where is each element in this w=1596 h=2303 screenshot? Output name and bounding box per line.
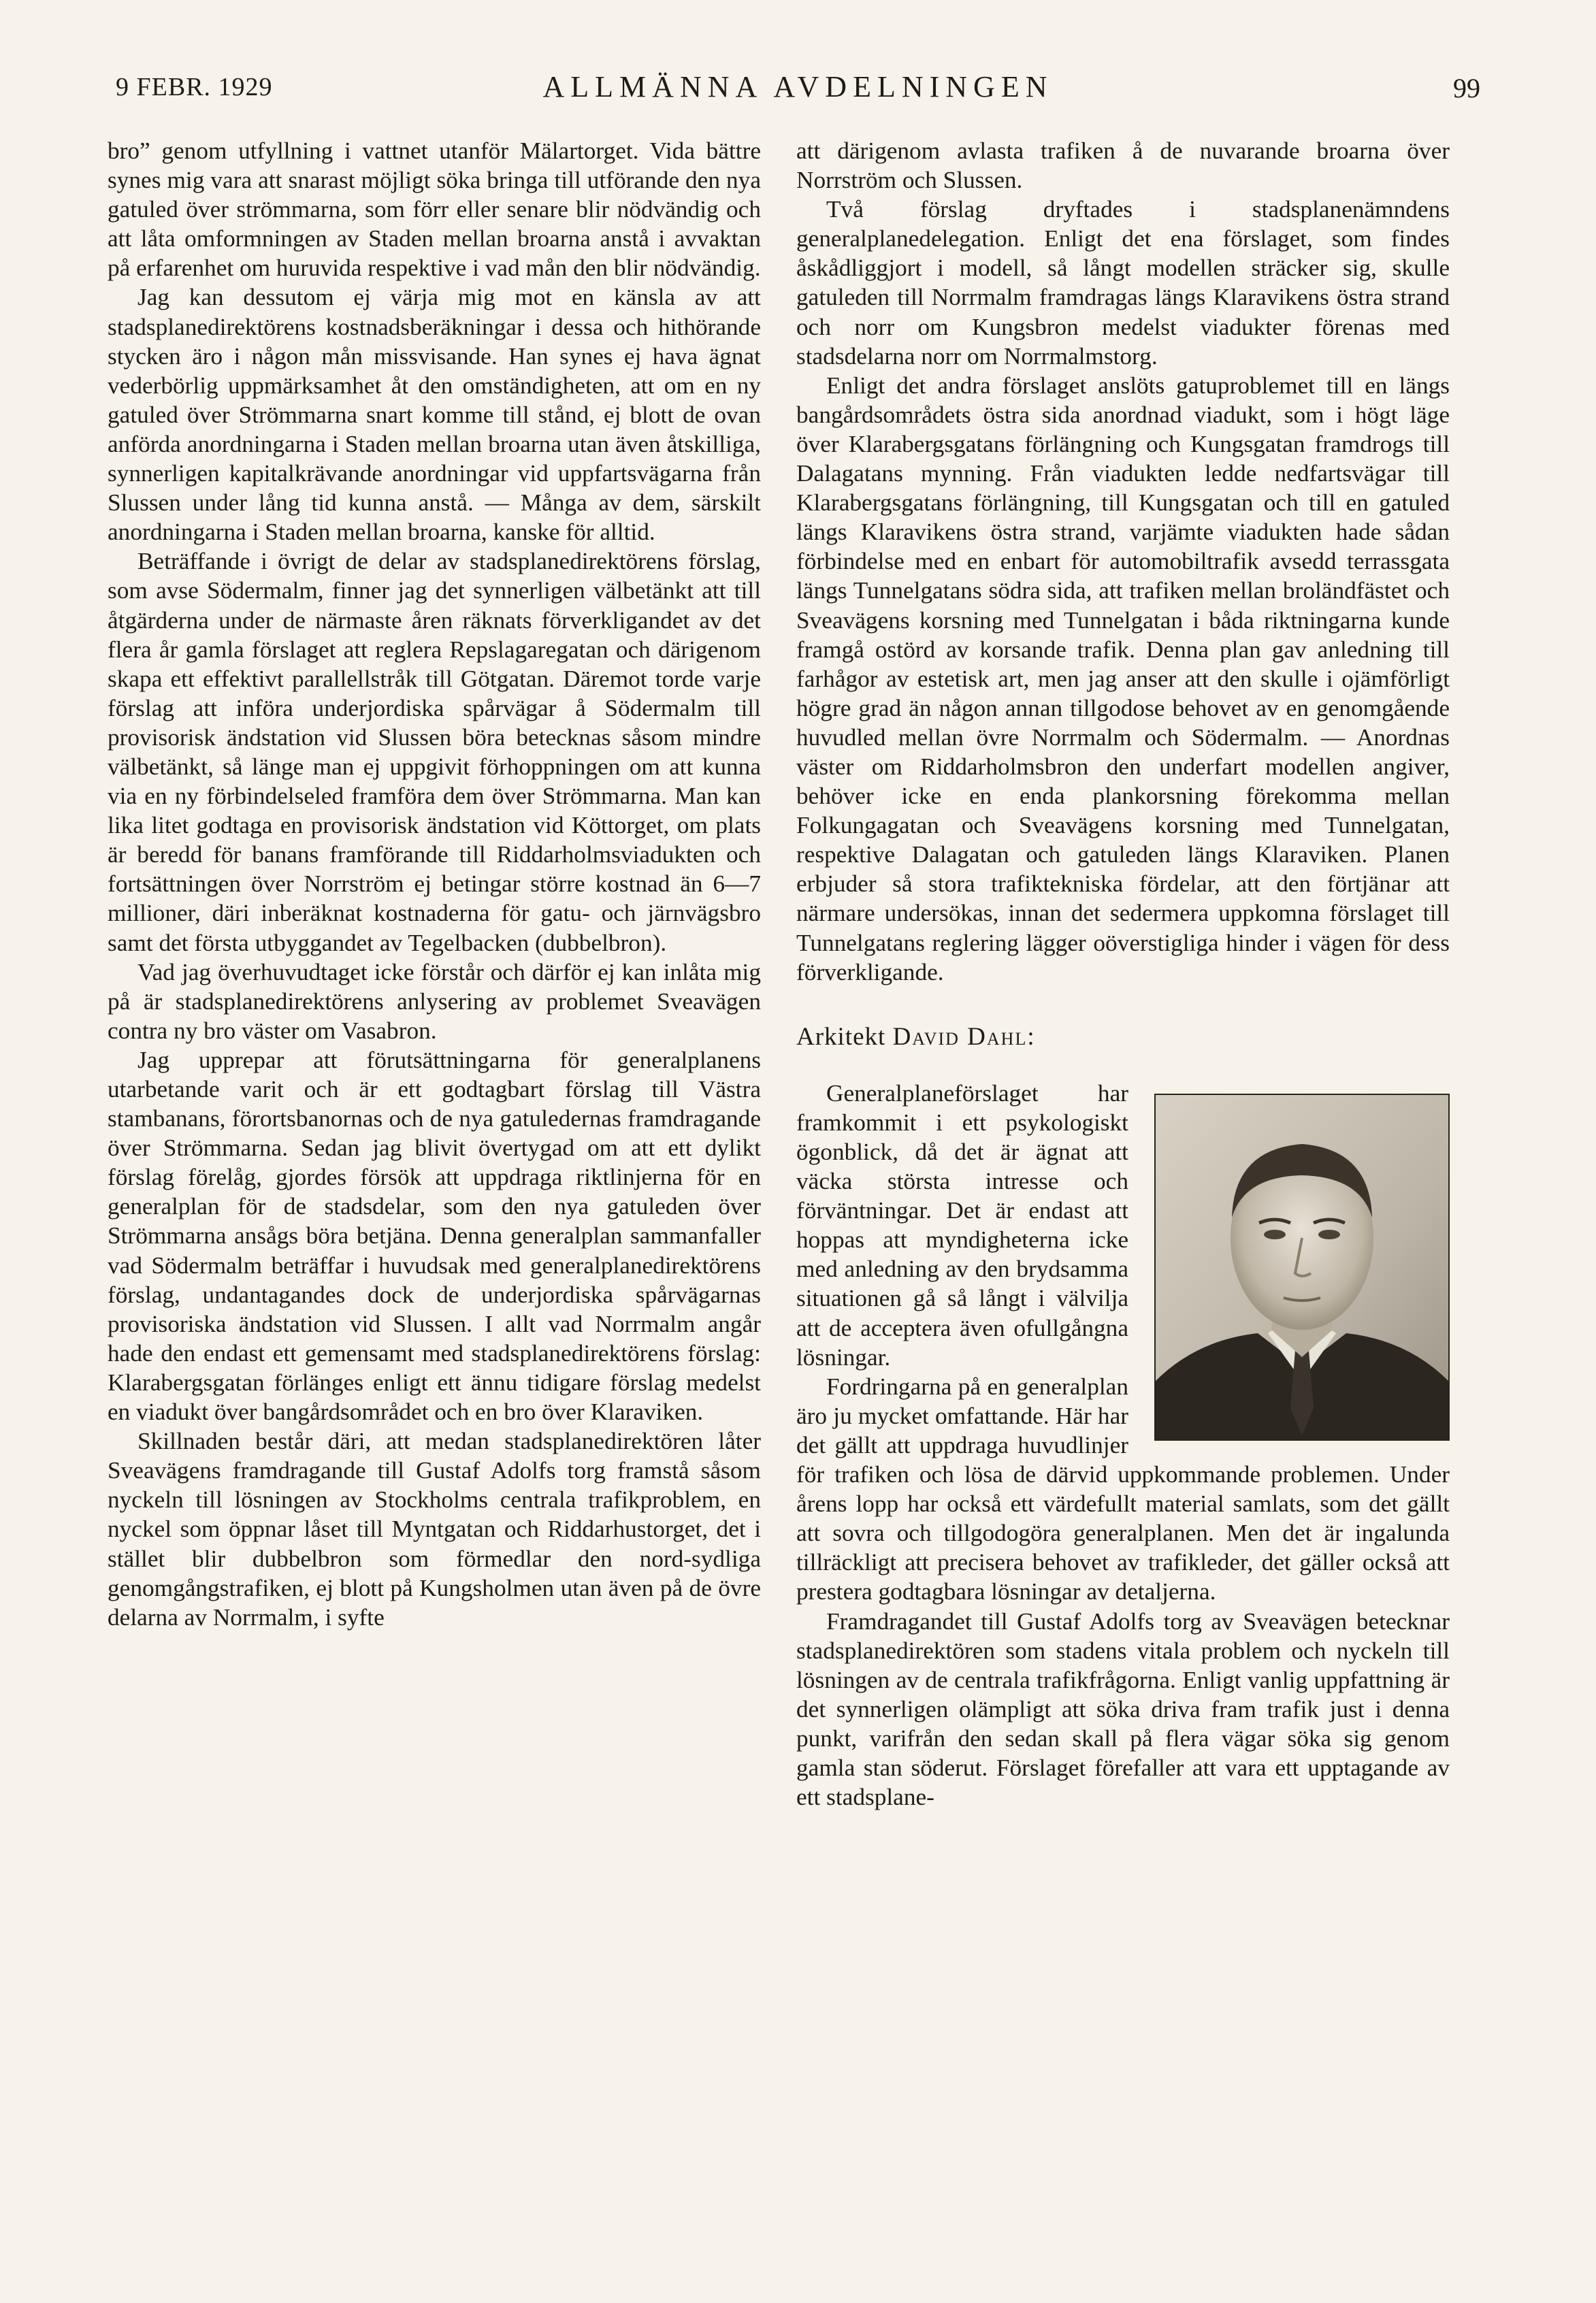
paragraph: Skillnaden består däri, att medan stadsplanedirektören låter Sveavägens framdragande till Gustaf Adolfs torg framstå såsom nyckeln till lösningen av Stockholms centrala trafikproblem, en nyckel som öppnar låset till Myntgatan och Riddarhustorget, det i stället blir dubbelbron som förmedlar den nord-sydliga genomgångstrafiken, ej blott på Kungsholmen utan även på de övre delarna av Norrmalm, i syfte [108,1428,761,1631]
issue-date: 9 FEBR. 1929 [116,73,273,101]
paragraph: Beträffande i övrigt de delar av stadsplanedirektörens förslag, som avse Södermalm, finner jag det synnerligen välbetänkt att till åtgärderna under de närmaste åren räknats förverkligandet av det flera år gamla förslaget att reglera Repslagaregatan och därigenom skapa ett effektivt parallellstråk till Götgatan. Däremot torde varje förslag att införa underjordiska spårvägar å Södermalm till provisorisk ändstation vid Slussen böra betecknas såsom mindre välbetänkt, så länge man ej uppgivit förhoppningen om att kunna via en ny förbindelseled framföra dem över Strömmarna. Man kan lika litet godtaga en provisorisk ändstation vid Köttorget, om plats är beredd för banans framförande till Riddarholmsviadukten och fortsättningen över Norrström ej betingar större kostnad än 6—7 millioner, däri inberäknat kostnaderna för gatu- och järnvägsbro samt det första utbyggandet av Tegelbacken (dubbelbron). [108,548,761,956]
paragraph: Jag upprepar att förutsättningarna för generalplanens utarbetande varit och är ett godtagbart förslag till Västra stambanans, förortsbanornas och de nya gatuledernas framdragande över Strömmarna. Sedan jag blivit övertygad om att ett dylikt förslag förelåg, gjordes försök att uppdraga riktlinjerna för en generalplan för de stadsdelar, som den nya gatuleden över Strömmarna ansågs böra betjäna. Denna generalplan sammanfaller vad Södermalm beträffar i huvudsak med generalplanedirektörens förslag, undantagandes dock de underjordiska spårvägarnas provisoriska ändstation vid Slussen. I allt vad Norrmalm angår hade den endast ett gemensamt med stadsplanedirektörens förslag: Klarabergsgatan förlänges enligt ett ännu tidigare förslag medelst en viadukt över bangårdsområdet och en bro över Klaraviken. [108,1046,761,1426]
author-portrait-photo [1154,1094,1450,1441]
author-title: Arkitekt [796,1022,893,1051]
paragraph: att därigenom avlasta trafiken å de nuvarande broarna över Norrström och Slussen. [796,137,1450,194]
right-column [796,136,1450,1812]
paragraph: Två förslag dryftades i stadsplanenämndens generalplanedelegation. Enligt det ena förslaget, som findes åskådliggjort i modell, så långt modellen sträcker sig, skulle gatuleden till Norrmalm framdragas längs Klaravikens östra strand och norr om Kungsbron medelst viadukter förenas med stadsdelarna norr om Norrmalmstorg. [796,196,1450,370]
paragraph: Generalplaneförslaget har framkommit i ett psykologiskt ögonblick, då det är ägnat att väcka största intresse och förväntningar. Det är endast att hoppas att myndigheterna icke med anledning av den brydsamma situationen gå så långt i välvilja att de acceptera även ofullgångna lösningar. [796,1079,1128,1371]
author-name: David Dahl: [892,1022,1036,1051]
left-column [108,136,761,1632]
page-number: 99 [1453,73,1480,103]
paragraph: Fordringarna på en generalplan äro ju mycket omfattande. Här har det gällt att uppdraga huvudlinjer för trafiken och lösa de därvid uppkommande problemen. Under årens lopp har också ett värdefullt material samlats, som det gällt att sovra och tillgodogöra generalplanen. Men det är ingalunda tillräckligt att precisera behovet av trafikleder, det gäller också att prestera godtagbara lösningar av detaljerna. [796,1373,1450,1605]
paragraph: Vad jag överhuvudtaget icke förstår och därför ej kan inlåta mig på är stadsplanedirektörens anlysering av problemet Sveavägen contra ny bro väster om Vasabron. [108,958,761,1044]
paragraph: Enligt det andra förslaget anslöts gatuproblemet till en längs bangårdsområdets östra sida anordnad viadukt, som i högt läge över Klarabergsgatans förlängning och Kungsgatan framdrogs till Dalagatans mynning. Från viadukten ledde nedfartsvägar till Klarabergsgatans förlängning, till Kungsgatan och till en gatuled längs Klaravikens östra strand, varjämte viadukten hade sådan förbindelse med en enbart för automobiltrafik avsedd terrassgata längs Tunnelgatans södra sida, att trafiken mellan broländfästet och Sveavägens korsning med Tunnelgatan i båda riktningarna kunde framgå ostörd av korsande trafik. Denna plan gav anledning till farhågor av estetisk art, men jag anser att den skulle i ojämförligt högre grad än någon annan tillgodose behovet av en genomgående huvudled mellan övre Norrmalm och Södermalm. — Anordnas väster om Riddarholmsbron den underfart modellen angiver, behöver icke en enda plankorsning förekomma mellan Folkungagatan och Sveavägens korsning med Tunnelgatan, respektive Dalagatan och gatuleden längs Klaraviken. Planen erbjuder så stora trafiktekniska fördelar, att den förtjänar att närmare undersökas, innan det sedermera uppkomna förslaget till Tunnelgatans reglering lägger oöverstigliga hinder i vägen för dess förverkligande. [796,372,1450,985]
paragraph: Jag kan dessutom ej värja mig mot en känsla av att stadsplanedirektörens kostnadsberäkningar i dessa och hithörande stycken äro i någon mån missvisande. Han synes ej hava ägnat vederbörlig uppmärksamhet åt den omständigheten, att om en ny gatuled över Strömmarna snart komme till stånd, ej blott de ovan anförda anordningarna i Staden mellan broarna utan även åtskilliga, synnerligen kapitalkrävande anordningar vid uppfartsvägarna från Slussen under lång tid kunna anstå. — Många av dem, särskilt anordningarna i Staden mellan broarna, kanske för alltid. [108,284,761,546]
portrait-image [1156,1095,1448,1439]
author-heading [796,1022,1450,1051]
paragraph: bro” genom utfyllning i vattnet utanför Mälartorget. Vida bättre synes mig vara att snarast möjligt söka bringa till utförande den nya gatuled över strömmarna, som förr eller senare blir nödvändig och att låta omformningen av Staden mellan broarna anstå i avvaktan på erfarenhet om huruvida respektive i vad mån den blir nödvändig. [108,137,761,282]
page-header [116,69,1480,117]
paragraph: Framdragandet till Gustaf Adolfs torg av Sveavägen betecknar stadsplanedirektören som stadens vitala problem och nyckeln till lösningen av de centrala trafikfrågorna. Enligt vanlig uppfattning är det synnerligen olämpligt att söka driva fram trafik just i denna punkt, varifrån den sedan skall på flera vägar söka sig genom gamla stan söderut. Förslaget förefaller att vara ett upptagande av ett stadsplane- [796,1607,1450,1811]
section-title: ALLMÄNNA AVDELNINGEN [542,70,1054,103]
